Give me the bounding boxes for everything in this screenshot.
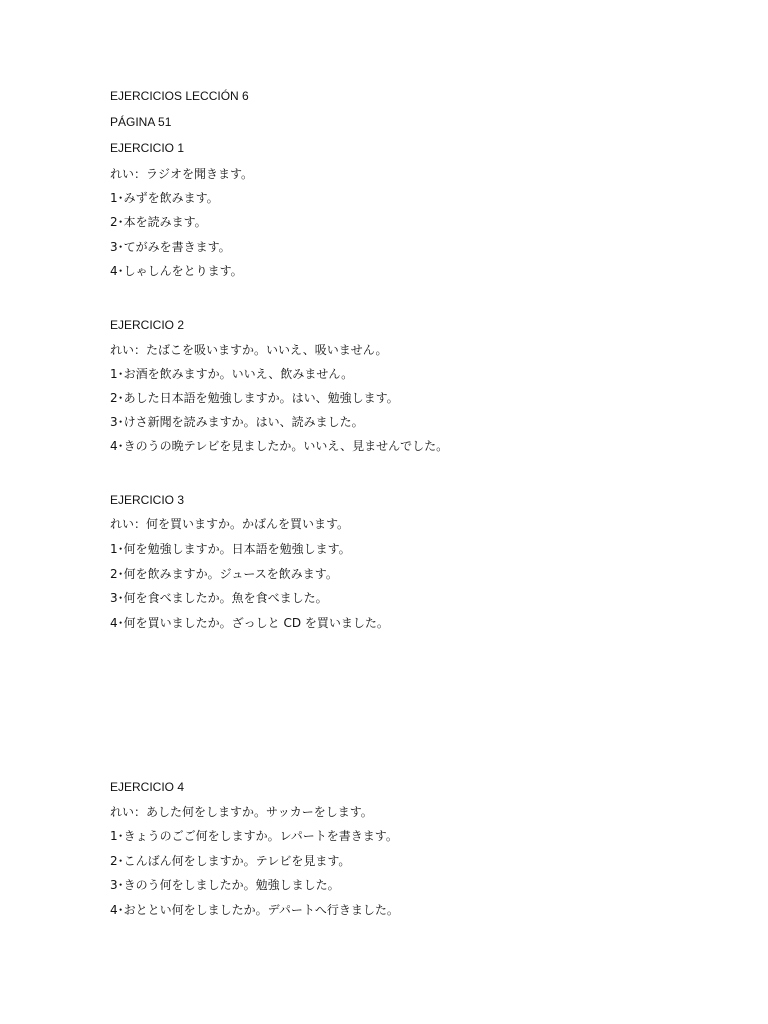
document-title: EJERCICIOS LECCIÓN 6 — [110, 89, 249, 103]
exercise-3-item-4: 4･何を買いましたか。ざっしと CD を買いました。 — [110, 616, 389, 630]
exercise-2-item-3: 3･けさ新聞を読みますか。はい、読みました。 — [110, 415, 364, 429]
exercise-3-heading: EJERCICIO 3 — [110, 493, 185, 507]
exercise-3-item-3: 3･何を食べましたか。魚を食べました。 — [110, 591, 328, 605]
exercise-2-heading: EJERCICIO 2 — [110, 318, 185, 332]
exercise-2-example: れい：たばこを吸いますか。いいえ、吸いません。 — [110, 343, 388, 357]
exercise-1-heading: EJERCICIO 1 — [110, 141, 185, 155]
exercise-3-item-1: 1･何を勉強しますか。日本語を勉強します。 — [110, 542, 351, 556]
exercise-4-item-4: 4･おととい何をしましたか。デパートへ行きました。 — [110, 903, 399, 917]
exercise-2-item-4: 4･きのうの晩テレビを見ましたか。いいえ、見ませんでした。 — [110, 439, 449, 453]
exercise-2-item-1: 1･お酒を飲みますか。いいえ、飲みません。 — [110, 367, 354, 381]
exercise-4-heading: EJERCICIO 4 — [110, 780, 185, 794]
exercise-4-example: れい：あした何をしますか。サッカーをします。 — [110, 805, 373, 819]
page-number: PÁGINA 51 — [110, 115, 172, 129]
exercise-4-item-2: 2･こんばん何をしますか。テレビを見ます。 — [110, 854, 351, 868]
exercise-1-item-4: 4･しゃしんをとります。 — [110, 264, 243, 278]
exercise-1-example: れい：ラジオを聞きます。 — [110, 167, 254, 181]
exercise-3-example: れい：何を買いますか。かばんを買います。 — [110, 517, 350, 531]
exercise-1-item-3: 3･てがみを書きます。 — [110, 240, 231, 254]
exercise-4-item-3: 3･きのう何をしましたか。勉強しました。 — [110, 878, 340, 892]
exercise-1-item-2: 2･本を読みます。 — [110, 215, 207, 229]
exercise-3-item-2: 2･何を飲みますか。ジュースを飲みます。 — [110, 567, 338, 581]
exercise-4-item-1: 1･きょうのごご何をしますか。レパートを書きます。 — [110, 829, 398, 843]
exercise-1-item-1: 1･みずを飲みます。 — [110, 191, 219, 205]
exercise-2-item-2: 2･あした日本語を勉強しますか。はい、勉強します。 — [110, 391, 399, 405]
